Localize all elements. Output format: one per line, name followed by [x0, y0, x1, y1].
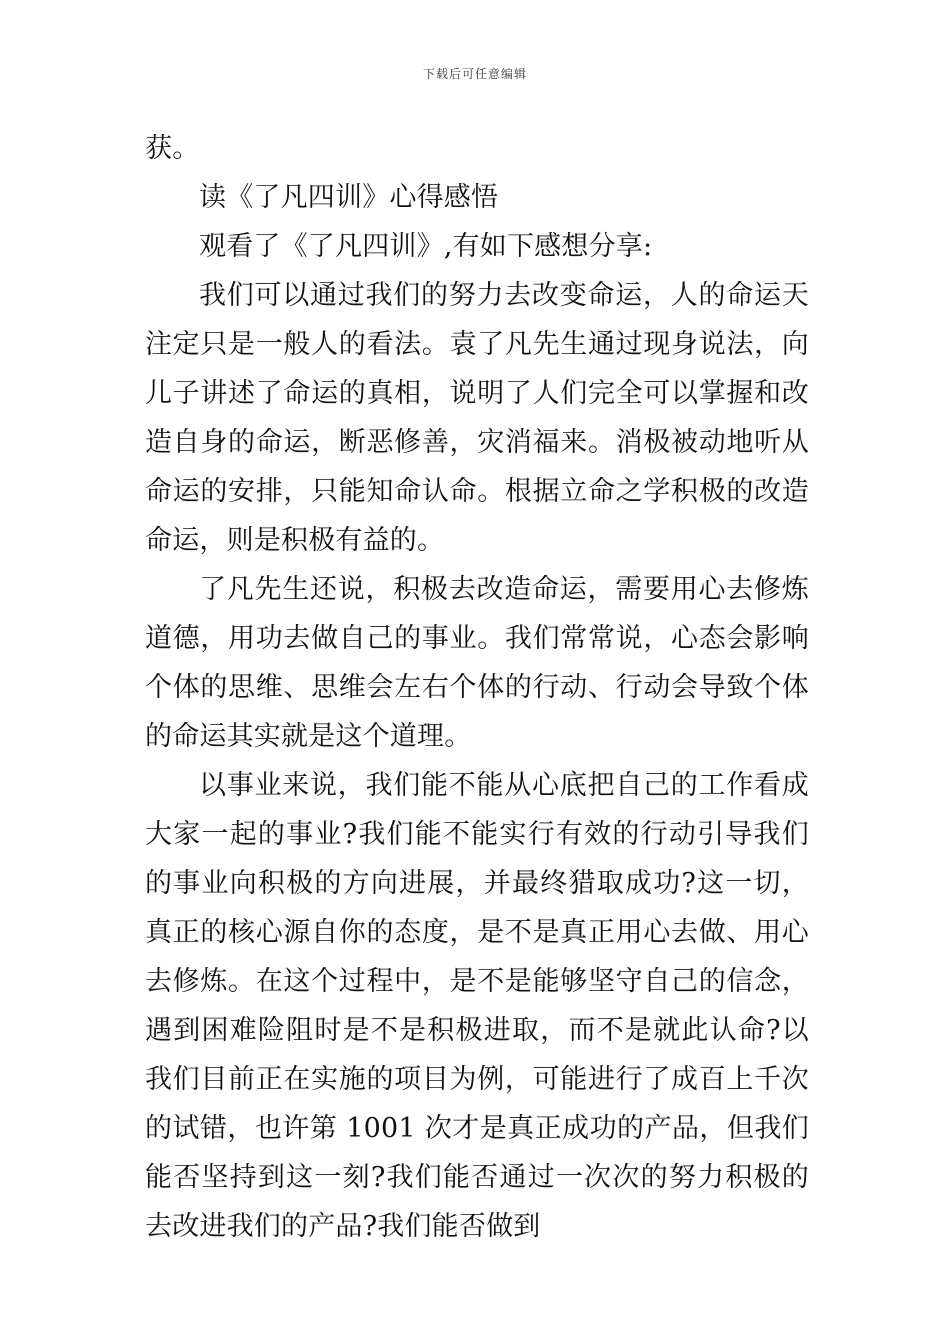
- document-body: [145, 124, 809, 1251]
- paragraph-intro: 观看了《了凡四训》,有如下感想分享:: [199, 231, 653, 262]
- paragraph-cultivation: 了凡先生还说，积极去改造命运，需要用心去修炼道德，用功去做自己的事业。我们常常说，心态会影响个体的思维、思维会左右个体的行动、行动会导致个体的命运其实就是这个道理。: [145, 574, 809, 752]
- page-header: 下载后可任意编辑: [422, 67, 527, 81]
- paragraph-career: 以事业来说，我们能不能从心底把自己的工作看成大家一起的事业?我们能不能实行有效的行动引导我们的事业向积极的方向进展，并最终猎取成功?这一切，真正的核心源自你的态度，是不是真正用心去做、用心去修炼。在这个过程中，是不是能够坚守自己的信念，遇到困难险阻时是不是积极进取，而不是就此认命?以我们目前正在实施的项目为例，可能进行了成百上千次的试错，也许第 1001 次才是真正成功的产品，但我们能否坚持到这一刻?我们能否通过一次次的努力积极的去改进我们的产品?我们能否做到: [145, 770, 809, 1242]
- paragraph-continuation: 获。: [145, 133, 200, 164]
- section-title: 读《了凡四训》心得感悟: [199, 182, 499, 213]
- paragraph-destiny: 我们可以通过我们的努力去改变命运，人的命运天注定只是一般人的看法。袁了凡先生通过现身说法，向儿子讲述了命运的真相，说明了人们完全可以掌握和改造自身的命运，断恶修善，灾消福来。消极被动地听从命运的安排，只能知命认命。根据立命之学积极的改造命运，则是积极有益的。: [145, 280, 809, 556]
